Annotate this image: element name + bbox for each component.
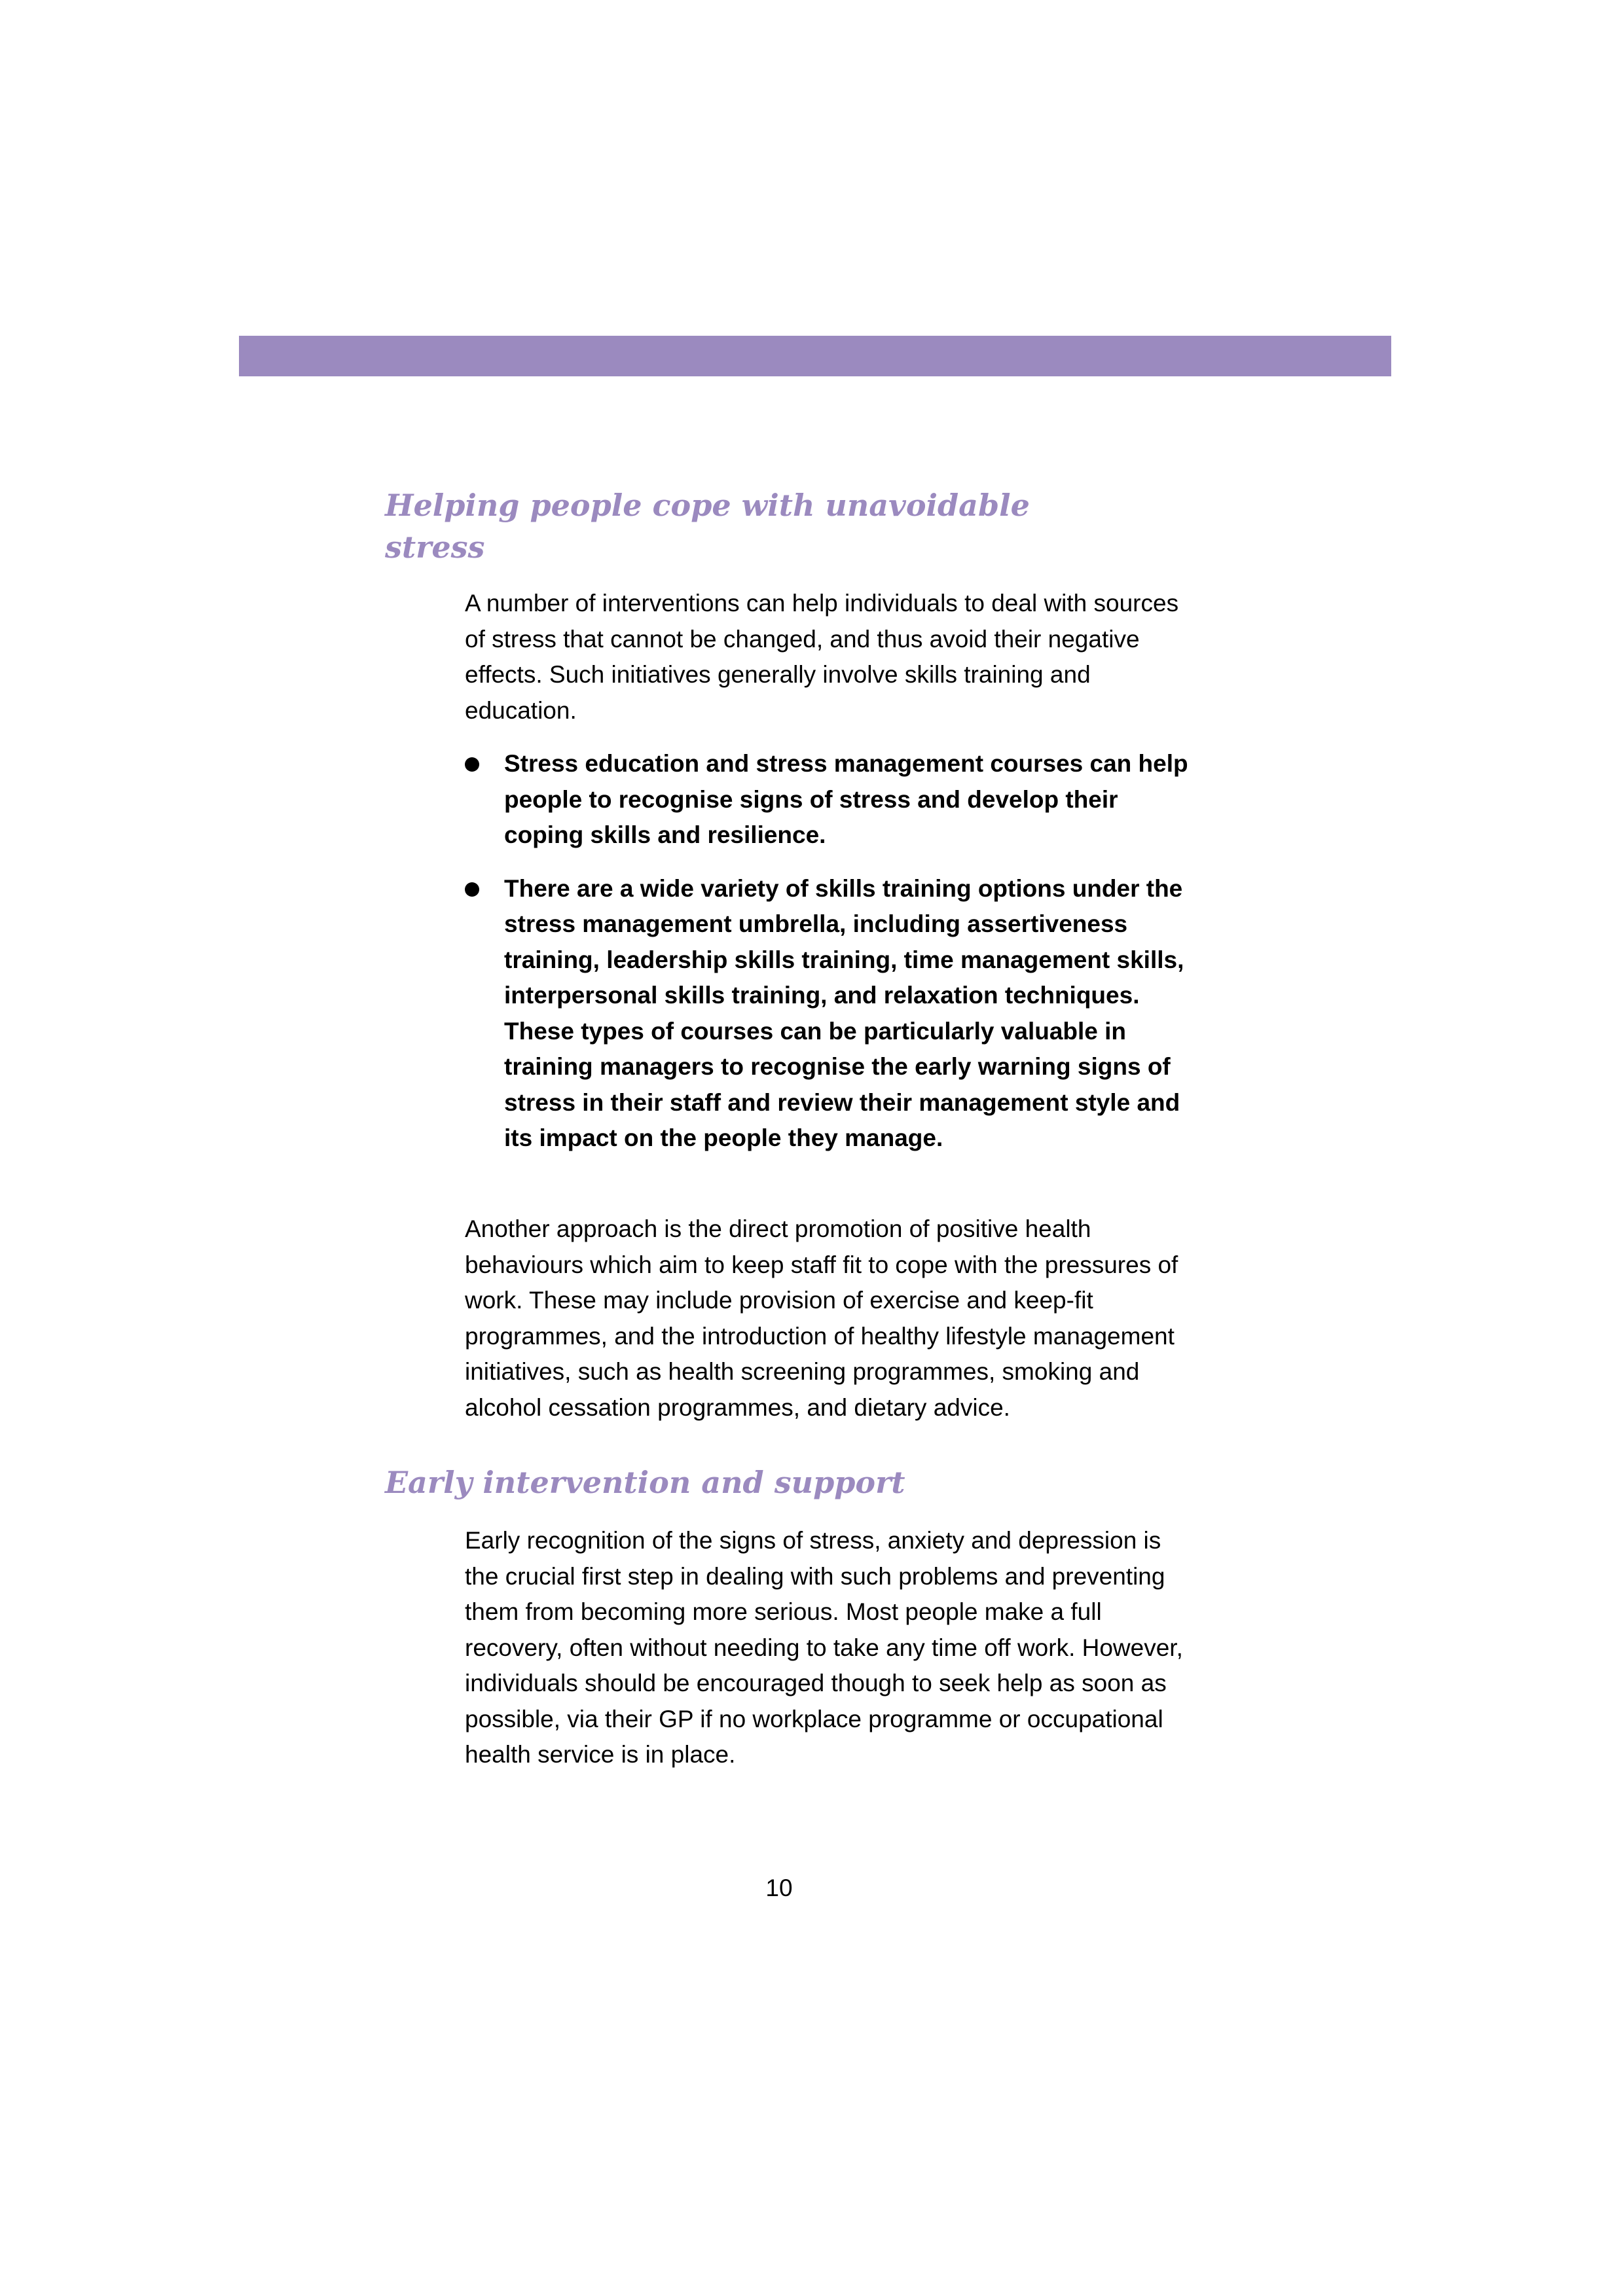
- health-promotion-paragraph: Another approach is the direct promotion of positive health behaviours which aim to keep staff fit to cope with the pressures of work. These may include provision of exercise and keep-fit programmes, and the introduction of healthy lifestyle management initiatives, such as health screening programmes, smoking and alcohol cessation programmes, and dietary advice.: [465, 1215, 1178, 1421]
- bullet-item-stress-education: [465, 746, 1192, 853]
- bullet-text: There are a wide variety of skills training options under the stress management umbrella, including assertiveness training, leadership skills training, time management skills, interpersonal skills training, and relaxation techniques. These types of courses can be particularly valuable in training managers to recognise the early warning signs of stress in their staff and review their management style and its impact on the people they manage.: [504, 874, 1184, 1151]
- early-intervention-paragraph: Early recognition of the signs of stress, anxiety and depression is the crucial first step in dealing with such problems and preventing them from becoming more serious. Most people make a full recovery, often without needing to take any time off work. However, individuals should be encouraged though to seek help as soon as possible, via their GP if no workplace programme or occupational health service is in place.: [465, 1527, 1183, 1768]
- section-heading-early-intervention: Early intervention and support: [385, 1465, 905, 1500]
- bullet-item-skills-training: [465, 871, 1192, 1157]
- page-number: 10: [765, 1874, 793, 1901]
- bullet-dot-icon: [465, 757, 479, 772]
- bullet-text: Stress education and stress management courses can help people to recognise signs of stress and develop their coping skills and resilience.: [504, 750, 1188, 848]
- section-heading-cope-with-stress: Helping people cope with unavoidable stress: [385, 488, 1030, 565]
- bullet-list: [465, 746, 1192, 1157]
- bullet-dot-icon: [465, 882, 479, 897]
- intro-paragraph: A number of interventions can help individuals to deal with sources of stress that cannot be changed, and thus avoid their negative effects. Such initiatives generally involve skills training and education.: [465, 590, 1179, 724]
- header-color-bar: [239, 336, 1391, 376]
